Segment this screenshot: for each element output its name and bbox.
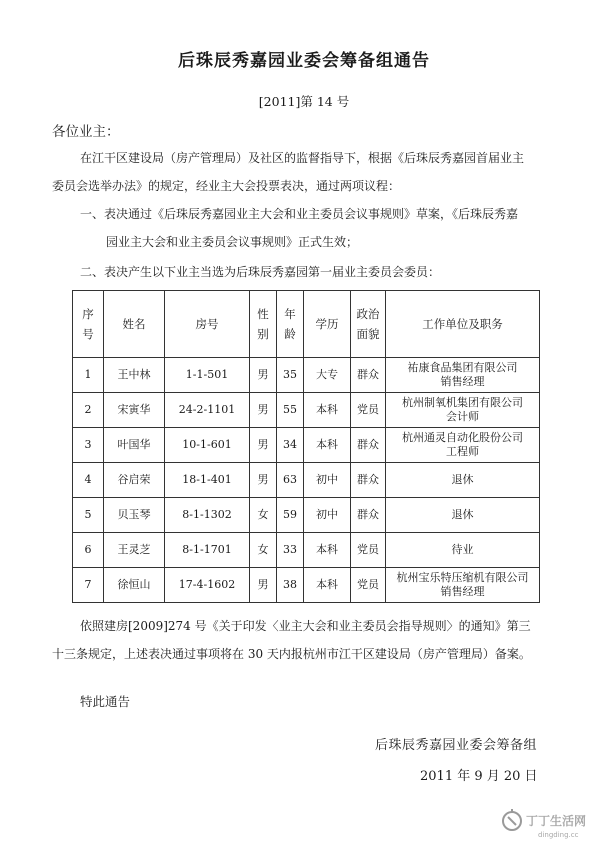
header-work: 工作单位及职务 xyxy=(386,291,540,358)
table-row xyxy=(73,498,540,533)
item-one-line-2: 园业主大会和业主委员会议事规则》正式生效； xyxy=(106,235,359,249)
intro-paragraph-line-1: 在江干区建设局（房产管理局）及社区的监督指导下，根据《后珠辰秀嘉园首届业主 xyxy=(80,151,525,165)
watermark-logo xyxy=(498,803,606,843)
work-unit: 退休 xyxy=(451,508,474,521)
cell-education: 本科 xyxy=(304,568,351,603)
work-unit: 退休 xyxy=(451,473,474,486)
cell-education: 本科 xyxy=(304,393,351,428)
table-row xyxy=(73,568,540,603)
salutation: 各位业主： xyxy=(52,124,120,140)
cell-political-status: 群众 xyxy=(351,428,386,463)
work-position: 工程师 xyxy=(446,445,479,458)
cell-sex: 男 xyxy=(250,358,277,393)
intro-paragraph-line-2: 委员会选举办法》的规定，经业主大会投票表决，通过两项议程： xyxy=(52,179,401,193)
cell-age: 35 xyxy=(277,358,304,393)
work-unit: 杭州宝乐特压缩机有限公司 xyxy=(396,571,529,584)
cell-education: 初中 xyxy=(304,463,351,498)
cell-name: 贝玉琴 xyxy=(104,498,165,533)
basis-paragraph-line-1: 依照建房[2009]274 号《关于印发〈业主大会和业主委员会指导规则〉的通知》第三 xyxy=(80,619,531,633)
closing-text: 特此通告 xyxy=(80,694,131,709)
cell-sex: 男 xyxy=(250,428,277,463)
item-two-line-1: 二、表决产生以下业主当选为后珠辰秀嘉园第一届业主委员会委员： xyxy=(80,265,441,279)
header-sex: 性 别 xyxy=(250,291,277,358)
cell-political-status: 党员 xyxy=(351,393,386,428)
cell-education: 大专 xyxy=(304,358,351,393)
watermark-text: 丁丁生活网 xyxy=(526,814,587,828)
cell-name: 宋寅华 xyxy=(104,393,165,428)
table-row xyxy=(73,533,540,568)
header-age: 年 龄 xyxy=(277,291,304,358)
cell-number: 6 xyxy=(73,533,104,568)
cell-room: 8-1-1302 xyxy=(165,498,250,533)
table-row xyxy=(73,428,540,463)
work-unit: 待业 xyxy=(451,543,474,556)
cell-room: 8-1-1701 xyxy=(165,533,250,568)
cell-work xyxy=(386,393,540,428)
header-number: 序 号 xyxy=(73,291,104,358)
cell-sex: 女 xyxy=(250,533,277,568)
cell-age: 33 xyxy=(277,533,304,568)
cell-number: 2 xyxy=(73,393,104,428)
work-unit: 杭州制氧机集团有限公司 xyxy=(402,396,523,409)
header-room: 房号 xyxy=(165,291,250,358)
cell-education: 初中 xyxy=(304,498,351,533)
cell-education: 本科 xyxy=(304,533,351,568)
cell-room: 17-4-1602 xyxy=(165,568,250,603)
cell-number: 7 xyxy=(73,568,104,603)
work-unit: 祐康食品集团有限公司 xyxy=(407,361,518,374)
cell-work xyxy=(386,358,540,393)
notice-title: 后珠辰秀嘉园业委会筹备组通告 xyxy=(178,51,430,71)
table-row xyxy=(73,358,540,393)
cell-sex: 男 xyxy=(250,393,277,428)
cell-number: 4 xyxy=(73,463,104,498)
cell-name: 徐恒山 xyxy=(104,568,165,603)
issuing-organization: 后珠辰秀嘉园业委会筹备组 xyxy=(375,738,538,753)
cell-political-status: 党员 xyxy=(351,568,386,603)
watermark-icon xyxy=(503,809,521,830)
work-unit: 杭州通灵自动化股份公司 xyxy=(402,431,523,444)
cell-work xyxy=(386,568,540,603)
table-row xyxy=(73,463,540,498)
cell-age: 38 xyxy=(277,568,304,603)
cell-name: 王灵芝 xyxy=(104,533,165,568)
cell-room: 1-1-501 xyxy=(165,358,250,393)
cell-room: 10-1-601 xyxy=(165,428,250,463)
cell-sex: 男 xyxy=(250,463,277,498)
cell-age: 63 xyxy=(277,463,304,498)
cell-political-status: 群众 xyxy=(351,463,386,498)
cell-room: 24-2-1101 xyxy=(165,393,250,428)
cell-political-status: 群众 xyxy=(351,498,386,533)
table-header-row xyxy=(73,291,540,358)
table-row xyxy=(73,393,540,428)
watermark-url: dingding.cc xyxy=(538,831,579,839)
committee-members-table xyxy=(72,290,540,603)
cell-education: 本科 xyxy=(304,428,351,463)
work-position: 销售经理 xyxy=(440,585,485,598)
cell-political-status: 群众 xyxy=(351,358,386,393)
cell-work xyxy=(386,428,540,463)
cell-sex: 女 xyxy=(250,498,277,533)
work-position: 销售经理 xyxy=(440,375,485,388)
cell-work xyxy=(386,463,540,498)
cell-age: 55 xyxy=(277,393,304,428)
issue-date: 2011 年 9 月 20 日 xyxy=(420,769,538,784)
cell-age: 59 xyxy=(277,498,304,533)
document-number: [2011]第 14 号 xyxy=(258,94,350,109)
cell-name: 谷启荣 xyxy=(104,463,165,498)
work-position: 会计师 xyxy=(446,410,479,423)
cell-name: 叶国华 xyxy=(104,428,165,463)
header-political-status: 政治 面貌 xyxy=(351,291,386,358)
cell-work xyxy=(386,533,540,568)
header-name: 姓名 xyxy=(104,291,165,358)
basis-paragraph-line-2: 十三条规定，上述表决通过事项将在 30 天内报杭州市江干区建设局（房产管理局）备案。 xyxy=(52,647,531,661)
cell-work xyxy=(386,498,540,533)
header-education: 学历 xyxy=(304,291,351,358)
cell-number: 3 xyxy=(73,428,104,463)
cell-name: 王中林 xyxy=(104,358,165,393)
cell-room: 18-1-401 xyxy=(165,463,250,498)
cell-political-status: 党员 xyxy=(351,533,386,568)
cell-sex: 男 xyxy=(250,568,277,603)
cell-number: 1 xyxy=(73,358,104,393)
item-one-line-1: 一、表决通过《后珠辰秀嘉园业主大会和业主委员会议事规则》草案，《后珠辰秀嘉 xyxy=(80,207,519,221)
cell-age: 34 xyxy=(277,428,304,463)
cell-number: 5 xyxy=(73,498,104,533)
